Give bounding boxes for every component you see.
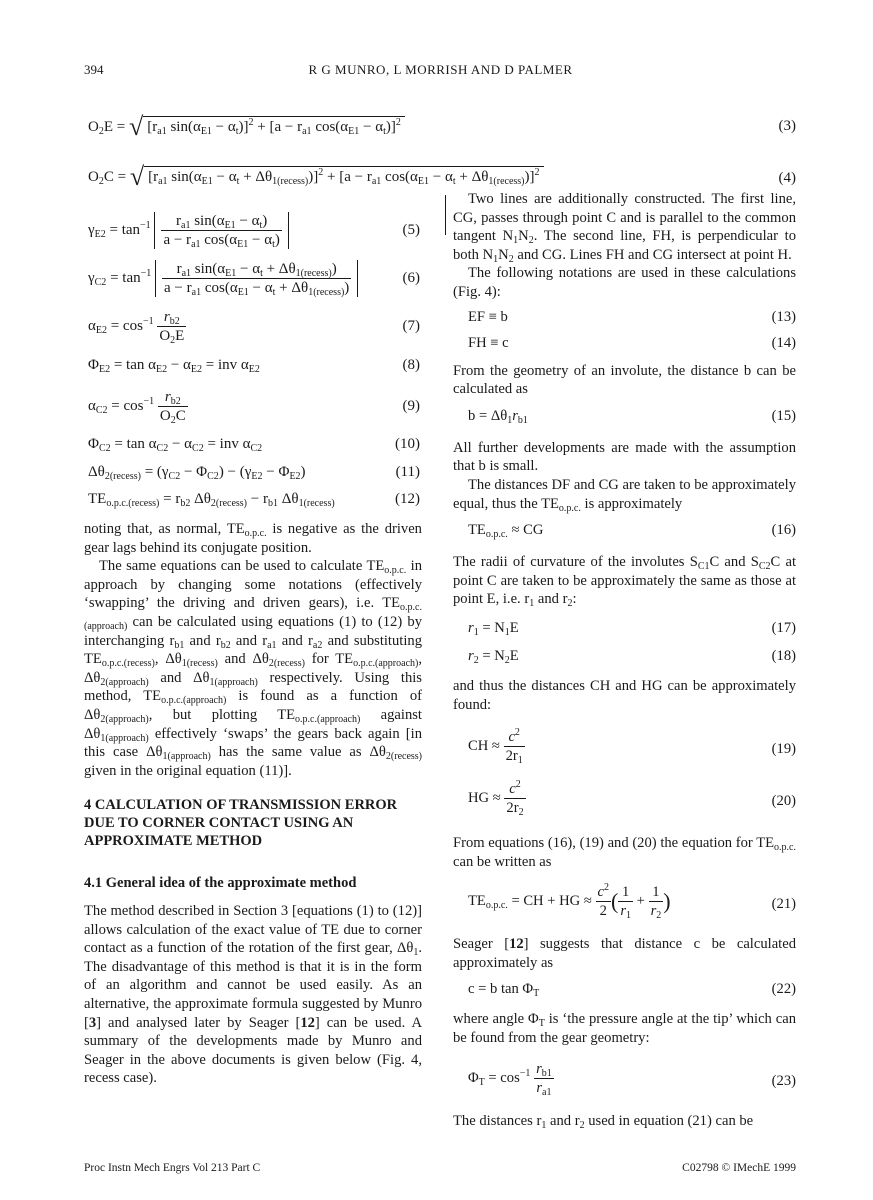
equation-21: $TE_{o.p.c.}$ = CH + HG ≈ $\frac{c^2}{2}$ ( $\frac{1}{r_1}$ + $\frac{1}{r_2}$ ) (21) [468,882,796,922]
paragraph-seager: Seager [12] suggests that distance c be calculated approximately as [453,936,796,971]
footer-copyright: C02798 © IMechE 1999 [682,1162,796,1174]
equation-4-number: (4) [778,170,796,186]
equation-7-number: (7) [402,318,420,334]
equation-14: FH ≡ c (14) [468,334,796,351]
equation-11-number: (11) [395,464,420,480]
page-number: 394 [84,62,104,77]
equation-12: $TE_{o.p.c.(recess)} = r_{b2}$ $\Delta\theta_{2(recess)} - r_{b1}$ $\Delta\theta_{1(recess)}$ [88,491,335,509]
equation-4: $O_2C$ = √ [$r_{a1}$ $\sin(\alpha_{E1} - \alpha_t + \Delta\theta_{1(recess)})]^2 + [a - r_{a1}$ $\cos(\alpha_{E1} - \alpha_t + \Delta\theta_{1(recess)})]^2$ [88,162,544,192]
equation-3: $O_2E$ = √ [$r_{a1}$ $\sin(\alpha_{E1} - \alpha_t)]^2 + [a - r_{a1}$ $\cos(\alpha_{E1} - \alpha_t)]^2$ [88,112,405,142]
paragraph-approach: The same equations can be used to calculate $TE_{o.p.c.}$ in approach by changing some notations (effectively ‘swapping’ the driving and driven gears), i.e. $TE_{o.p.c.(approach)}$ can be calculated using equations (1) to (12) by interchanging $r_{b1}$ and $r_{b2}$ and $r_{a1}$ and $r_{a2}$ and substituting $TE_{o.p.c.(recess)}$, $\Delta\theta_{1(recess)}$ and $\Delta\theta_{2(recess)}$ for $TE_{o.p.c.(approach)}$, $\Delta\theta_{2(approach)}$ and $\Delta\theta_{1(approach)}$ respectively. Using this method, $TE_{o.p.c.(approach)}$ is found as a function of $\Delta\theta_{2(approach)}$, but plotting $TE_{o.p.c.(approach)}$ against $\Delta\theta_{1(approach)}$ effectively ‘swaps’ the gears back again [in this case $\Delta\theta_{1(approach)}$ has the same value as $\Delta\theta_{2(recess)}$ given in the original equation (11)]. [84,558,423,779]
paragraph-distances: The distances DF and CG are taken to be approximately equal, thus the $TE_{o.p.c.}$ is approximately [453,476,796,514]
equation-9: $\alpha_{C2} = \cos^{-1}$ $\frac{r_{b2}}{O_2C}$ [88,389,186,426]
equation-6: $\gamma_{C2} = \tan^{-1}$ $\frac{r_{a1} \sin(\alpha_{E1} - \alpha_t + \Delta\theta_{1(recess)})}{a - r_{a1} \cos(\alpha_{E1} - \alpha_t + \Delta\theta_{1(recess)})}$ [88,260,358,297]
paragraph-involute: From the geometry of an involute, the distance b can be calculated as [453,362,796,398]
paragraph-pressure-angle: where angle $\Phi_T$ is ‘the pressure angle at the tip’ which can be found from the gear geometry: [453,1011,797,1047]
paragraph-te-form: From equations (16), (19) and (20) the equation for $TE_{o.p.c.}$ can be written as [453,835,796,870]
equation-22: c = b $\tan \Phi_T$ (22) [468,981,796,1000]
equation-23: $\Phi_T = \cos^{-1}$ $\frac{r_{b1}}{r_{a1}}$ (23) [468,1060,796,1098]
running-head-authors: R G MUNRO, L MORRISH AND D PALMER [308,62,573,77]
subsection-heading: 4.1 General idea of the approximate method [84,875,357,891]
section-heading: 4 CALCULATION OF TRANSMISSION ERROR DUE TO CORNER CONTACT USING AN APPROXIMATE METHOD [84,797,398,849]
equation-12-number: (12) [395,491,420,507]
equation-5-number: (5) [402,222,420,238]
right-column-text [453,190,796,1130]
equation-15: $b = \Delta\theta_1r_{b1}$ (15) [468,407,796,426]
column-bracket [445,195,446,235]
page-header [84,62,797,80]
paragraph-notations: The following notations are used in these calculations (Fig. 4): [453,265,796,300]
section-4 [84,796,422,850]
equation-6-number: (6) [402,270,420,286]
equation-11: $\Delta\theta_{2(recess)} = (\gamma_{C2} - \Phi_{C2}) - (\gamma_{E2} - \Phi_{E2})$ [88,464,306,482]
equation-5: $\gamma_{E2} = \tan^{-1}$ $\frac{r_{a1} \sin(\alpha_{E1} - \alpha_t)}{a - r_{a1} \cos(\alpha_{E1} - \alpha_t)}$ [88,212,289,249]
equation-7: $\alpha_{E2} = \cos^{-1}$ $\frac{r_{b2}}{O_2E}$ [88,309,185,346]
equation-18: $r_2 = N_2E$ (18) [468,647,796,666]
equation-19: CH ≈ $\frac{c^2}{2r_1}$ (19) [468,727,796,767]
equation-9-number: (9) [402,398,420,414]
subsection-4-1 [84,874,422,892]
equation-8-number: (8) [402,357,420,373]
equation-20: HG ≈ $\frac{c^2}{2r_2}$ (20) [468,779,796,819]
footer-journal: Proc Instn Mech Engrs Vol 213 Part C [84,1162,261,1174]
equation-16: $TE_{o.p.c.}$ ≈ CG (16) [468,522,796,541]
paragraph-lines: Two lines are additionally constructed. The first line, CG, passes through point C and is parallel to the common tangent $N_1N_2$. The second line, FH, is perpendicular to both $N_1N_2$ and CG. Lines FH and CG intersect at point H. [453,191,796,265]
equation-10-number: (10) [395,436,420,452]
equation-17: $r_1 = N_1E$ (17) [468,619,796,638]
equation-10: $\Phi_{C2} = \tan \alpha_{C2} - \alpha_{C2}$ = inv $\alpha_{C2}$ [88,436,263,454]
paragraph-radii: The radii of curvature of the involutes $S_{C1}C$ and $S_{C2}C$ at point C are taken to be approximately the same as those at point E, i.e. $r_1$ and $r_2$: [453,554,796,610]
equation-8: $\Phi_{E2} = \tan \alpha_{E2} - \alpha_{E2}$ = inv $\alpha_{E2}$ [88,357,260,375]
equation-3-number: (3) [778,118,796,134]
paragraph-distances-r: The distances $r_1$ and $r_2$ used in equation (21) can be [453,1112,754,1131]
paragraph-method: The method described in Section 3 [equations (1) to (12)] allows calculation of the exact value of TE due to corner contact as a function of the rotation of the first gear, $\Delta\theta_1$. The disadvantage of this method is that it is in the form of an algorithm and cannot be used easily. As an alternative, the approximate formula suggested by Munro [3] and analysed later by Seager [12] can be used. A summary of the developments made by Munro and Seager in the above documents is given below (Fig. 4, recess case). [84,903,422,1087]
left-column-text [84,520,422,780]
paragraph-assumption: All further developments are made with the assumption that b is small. [453,439,796,475]
paragraph-noting: noting that, as normal, $TE_{o.p.c.}$ is negative as the driven gear lags behind its conjugate position. [84,521,422,556]
paragraph-ch-hg: and thus the distances CH and HG can be approximately found: [453,677,796,713]
equation-13: EF ≡ b (13) [468,308,796,325]
